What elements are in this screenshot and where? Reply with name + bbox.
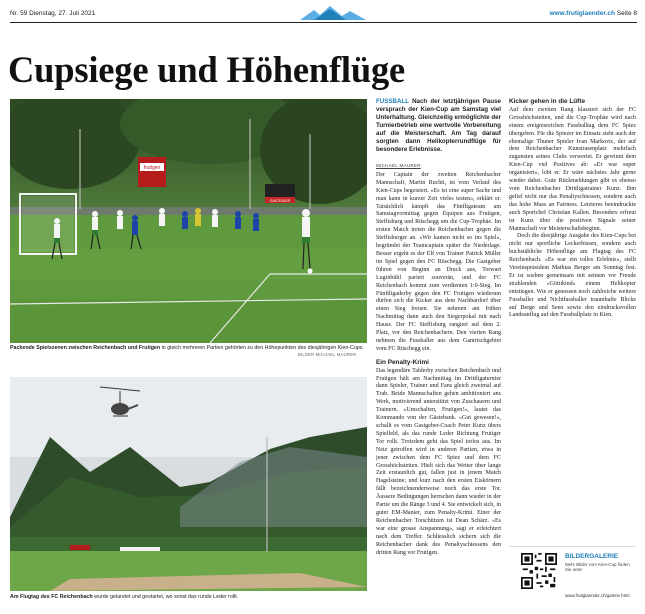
image-gallery-box (509, 546, 636, 604)
qr-code-icon[interactable] (521, 553, 557, 589)
author-byline: MICHAEL MAURER (376, 163, 421, 168)
page-number: Seite 8 (616, 10, 637, 17)
paragraph-4: Doch die diesjährige Ausgabe des Kien-Cups bot nicht nur sportliche Leckerbissen, sondern auch buchstäbliche Höhenflüge am Flugtag des FC Reichenbach. «Es war ein tolles Erlebnis», stellt Vereinspräsident Mathias Berger am Sonntag fest. Er ist soeben gemeinsam mit seinem vor Freude strahlenden «Göttikind» einem Helikopter entstiegen. Wie er genossen noch zahlreiche weitere Fussballer und Nichtfussballer traumhafte Blicke auf Berge und Seen sowie den eindrucksvollen Landeanflug auf den Fussballplatz in Kien. (509, 233, 636, 319)
site-page (549, 10, 637, 17)
site-url: www.frutiglaender.ch (549, 10, 615, 17)
helicopter-photo (10, 377, 367, 591)
subheading-penalty: Ein Penalty-Krimi (376, 358, 429, 366)
gallery-text: Mehr Bilder vom Kien-Cup finden Sie unter (565, 562, 630, 573)
header-rule (10, 22, 637, 23)
photo-caption-2 (10, 594, 367, 601)
article-lead (376, 98, 501, 154)
banner-text-2: GASTEIGER (269, 199, 291, 203)
photo-credit: BILDER MICHAEL MAURER (298, 352, 357, 357)
caption-bold: Packende Spielszenen zwischen Reichenbach und Frutigen (10, 345, 161, 351)
page-title: Cupsiege und Höhenflüge (8, 49, 405, 90)
banner-text: frutigen (143, 165, 161, 171)
caption-2-text: wurde gelandet und gestartet, wo sonst das runde Leder rollt. (92, 594, 239, 600)
caption-text: in gleich mehreren Partien gehörten zu den Höhepunkten des diesjährigen Kien-Cups. (160, 345, 364, 351)
mountain-logo (300, 6, 366, 20)
paragraph-1: Der Captain der zweiten Reichenbacher Mannschaft, Martin Ruchti, ist vom Verlauf des Kien-Cups begeistert. «Es ist eine super Sache und man kann in kurzer Zeit vieles testen», erklärt er. Tatsächlich kämpft das Fünfligateam am Samstagvormittag gegen Equipen aus Frutigen, Steffisburg und Rüschegg um die Cup-Trophäe. Im ersten Match treten die Reichenbacher gegen die Steffisburger an. «Wir kamen nicht so ins Spiel», begründet der Teamcaptain später die Niederlage. Besser ergeht es der Elf von Trainer Patrick Müller im Spiel gegen den FC Rüschegg. Die Gastgeber führen von Beginn an Druck aus, Torwart Luginbühl pariert souverän, und der FC Reichenbach kommt zum verdienten 1:0-Sieg. Im Fünftligaderby gegen den FC Frutigen wiederum dürfen sich die Kicker aus dem Nachbardorf über einen Sieg freuen. Sie nehmen am frühen Nachmittag dann auch den Siegerpokal mit nach Hause. Der FC Steffisburg rangiert auf dem 2. Platz, vor den Reichenbachern. Den vierten Rang nehmen die Fussballer aus dem Gantrischgebiet vom FC Rüschegg ein. (376, 171, 501, 352)
kicker: FUSSBALL (376, 98, 409, 105)
article-column-1 (376, 98, 501, 603)
page-header (10, 6, 637, 22)
issue-date: Nr. 59 Dienstag, 27. Juli 2021 (10, 10, 96, 17)
paragraph-3: Auf dem zweiten Rang klassiert sich der FC Grosshöchstetten, und die Cup-Trophäe wird nach einem ereignisreichen Fussballtag dem FC Spiez übergeben. Für die Spiezer im Einsatz steht auch der ehemalige Thuner Spieler Ivan Markovic, der auf dem Reichenbacher Kunstrasenplatz mehrfach zugunsten seines Clubs verwertet. Er gewinnt dem Kien-Cup viel Positives ab: «Er war super organisiert», lobt er. Er wäre nächstes Jahr gerne wieder dabei. Gute Rückmeldungen gibt es ebenso vom Reichenbacher Drittligatrainer Kunz. Ihm gefiel nicht nur das Penaltyschiessen, sondern auch das hohe Mass an Fairness. Letzteres beeindruckte auch Sportchef Christian Kallen. Besonders erfreut ist Kunz über die positiven Signale seiner Mannschaft vor Meisterschaftsbeginn. (509, 106, 636, 232)
gallery-title: BILDERGALERIE (565, 553, 619, 560)
paragraph-2: Das legendäre Talderby zwischen Reichenbach und Frutigen hält am Nachmittag im Drittligaturnier dann Spieler, Trainer und Fans gleich zweimal auf Trab. Beide Mannschaften gehen ambitioniert ans Werk, motivierend unterstützt von Zuschauern und Trainern. «Umschalten, Frutigen!», lautet das Kommando von der Gästebank. «Gut gewesen!», schallt es vom Gastgeber-Coach Peter Kunz übers Spielfeld, als das runde Leder Richtung Frutiger Tor rollt. Trotzdem geht das Spiel torlos aus. Im Netz getroffen wird in anderen Partien, etwa in jener zwischen dem FC Spiez und dem FC Grosshöchstetten. Hielt sich das Wetter über lange Zeit erstaunlich gut, fallen just in jenem Match Hagelsteine; und kurz nach den ersten Eiskörnern fällt bezeichnenderweise noch das erste Tor. Äussere Bedingungen herrschen dann wieder in der Partie um die Ränge 3 und 4. Sie entwickelt sich, in guter EM-Manier, zum Penalty-Krimi. Einer der Reichenbacher Torschützen ist Dean Schärz. «Es war eine grosse Anspannung», sagt er erleichtert nach dem Treffer. Schliesslich sichern sich die Reichenbacher dank des Penaltyschiessens den dritten Rang vor Frutigen. (376, 367, 501, 556)
photo-caption (10, 345, 367, 352)
subheading-lufte: Kicker gehen in die Lüfte (509, 98, 585, 105)
gallery-link[interactable]: www.frutiglaender.ch/galerie.html (565, 593, 630, 598)
football-photo (10, 99, 367, 343)
caption-2-bold: Am Flugtag des FC Reichenbach (10, 594, 93, 600)
lead-text: Nach der letztjährigen Pause versprach der Kien-Cup am Samstag viel Unterhaltung. Gleichzeitig ermöglichte der Turnierbetrieb eine wertvolle Vorbereitung auf die Meisterschaft. Am Tag darauf sorgten dann Helikopterrundflüge für besondere Erlebnisse. (376, 98, 501, 153)
article-column-2 (509, 98, 636, 536)
